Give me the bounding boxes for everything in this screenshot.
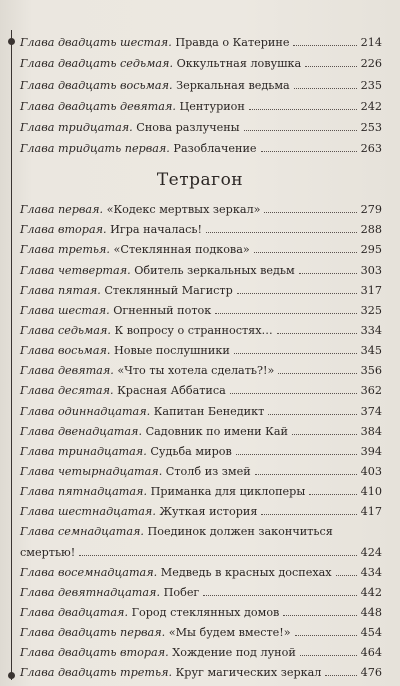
dot-leader (305, 66, 356, 67)
chapter-number: Глава двадцать шестая. (20, 36, 172, 50)
toc-entry (20, 438, 382, 458)
page-number: 454 (360, 626, 382, 640)
page-number: 384 (360, 424, 382, 438)
toc-entry-label (20, 525, 333, 538)
page-number: 448 (360, 605, 382, 619)
chapter-number: Глава шестнадцатая. (20, 505, 156, 519)
page-number: 403 (360, 464, 382, 478)
dot-leader (277, 333, 357, 334)
toc-entry-label (20, 284, 233, 297)
toc-entry-label (20, 223, 202, 236)
dot-leader (295, 635, 357, 636)
chapter-title: Новые послушники (110, 344, 230, 358)
toc-entry (20, 337, 382, 357)
page-number: 214 (360, 36, 382, 50)
toc-entry (20, 357, 382, 377)
page-number: 424 (360, 545, 382, 559)
page-number: 235 (360, 78, 382, 92)
toc-entry-label (20, 304, 211, 317)
chapter-title: Игра началась! (106, 223, 202, 237)
page-number: 476 (360, 666, 382, 680)
dot-leader (237, 293, 357, 294)
dot-leader (261, 151, 357, 152)
toc-entry-label (20, 243, 250, 256)
chapter-number: Глава двадцать седьмая. (20, 57, 174, 71)
chapter-title: Побег (160, 585, 200, 599)
dot-leader (300, 655, 357, 656)
dot-leader (234, 353, 357, 354)
chapter-title: Поединок должен закончиться (143, 525, 333, 539)
toc-entry-label (20, 626, 291, 639)
toc-entry (20, 196, 382, 216)
page-number: 242 (360, 99, 382, 113)
toc-list-previous-part (20, 28, 382, 155)
page-number: 263 (360, 142, 382, 156)
dot-leader (254, 252, 357, 253)
dot-leader (292, 434, 357, 435)
dot-leader (244, 130, 357, 131)
chapter-number: Глава одиннадцатая. (20, 404, 151, 418)
dot-leader (215, 313, 356, 314)
chapter-number: Глава тридцатая. (20, 120, 133, 134)
chapter-title: Столб из змей (162, 464, 251, 478)
chapter-title: Огненный поток (109, 303, 212, 317)
toc-entry (20, 377, 382, 397)
toc-entry-label (20, 364, 274, 377)
page-number: 345 (360, 344, 382, 358)
chapter-number: Глава двадцать девятая. (20, 99, 176, 113)
chapter-title: Капитан Бенедикт (150, 404, 265, 418)
page-number: 295 (360, 243, 382, 257)
chapter-title: Жуткая история (155, 505, 258, 519)
page-number: 394 (360, 444, 382, 458)
chapter-title: Зеркальная ведьма (172, 78, 290, 92)
chapter-number: Глава двенадцатая. (20, 424, 143, 438)
chapter-number: Глава вторая. (20, 223, 107, 237)
page-number: 417 (360, 505, 382, 519)
chapter-title: Хождение под луной (168, 646, 296, 660)
chapter-title: Судьба миров (146, 444, 232, 458)
toc-entry-label (20, 405, 264, 418)
chapter-title: Стеклянный Магистр (100, 283, 233, 297)
page-number: 334 (360, 323, 382, 337)
toc-entry-label (20, 100, 245, 113)
chapter-title: К вопросу о странностях… (110, 323, 273, 337)
toc-entry (20, 599, 382, 619)
chapter-title: «Кодекс мертвых зеркал» (103, 203, 261, 217)
chapter-number: Глава тридцать первая. (20, 142, 170, 156)
dot-leader (325, 675, 356, 676)
page-number: 288 (360, 223, 382, 237)
chapter-number: Глава шестая. (20, 303, 110, 317)
toc-entry (20, 538, 382, 558)
dot-leader (236, 454, 357, 455)
dot-leader (309, 494, 356, 495)
dot-leader (278, 373, 356, 374)
margin-dot (8, 38, 15, 45)
dot-leader (206, 232, 357, 233)
page-number: 279 (360, 203, 382, 217)
toc-entry-label (20, 121, 240, 134)
toc-entry (20, 236, 382, 256)
toc-entry-label (20, 606, 279, 619)
toc-entry (20, 92, 382, 113)
toc-entry-label (20, 546, 75, 559)
toc-list-tetragon (20, 196, 382, 679)
chapter-number: Глава восемнадцатая. (20, 565, 158, 579)
toc-entry-label (20, 646, 296, 659)
toc-entry (20, 458, 382, 478)
chapter-title: «Что ты хотела сделать?!» (113, 364, 275, 378)
toc-entry (20, 659, 382, 679)
page-number: 442 (360, 585, 382, 599)
dot-leader (294, 88, 357, 89)
chapter-number: Глава пятая. (20, 283, 101, 297)
toc-entry-label (20, 566, 332, 579)
section-title: Тетрагон (156, 170, 244, 190)
toc-entry-label (20, 57, 301, 70)
page-number: 303 (360, 263, 382, 277)
chapter-number: Глава тринадцатая. (20, 444, 147, 458)
toc-entry-label (20, 505, 257, 518)
dot-leader (79, 555, 356, 556)
chapter-title: Правда о Катерине (171, 36, 290, 50)
chapter-number: Глава третья. (20, 243, 110, 257)
dot-leader (255, 474, 357, 475)
toc-entry (20, 559, 382, 579)
chapter-number: Глава двадцать первая. (20, 626, 166, 640)
toc-entry (20, 639, 382, 659)
page-number: 410 (360, 485, 382, 499)
toc-entry-label (20, 344, 230, 357)
chapter-title: «Стеклянная подкова» (110, 243, 250, 257)
chapter-number: Глава двадцать третья. (20, 666, 173, 680)
page-number: 253 (360, 120, 382, 134)
page-number: 464 (360, 646, 382, 660)
toc-entry-label (20, 465, 251, 478)
chapter-title: смертью! (20, 545, 76, 559)
chapter-number: Глава семнадцатая. (20, 525, 144, 539)
chapter-number: Глава первая. (20, 203, 104, 217)
dot-leader (336, 575, 357, 576)
dot-leader (203, 595, 356, 596)
chapter-number: Глава десятая. (20, 384, 114, 398)
chapter-number: Глава девятнадцатая. (20, 585, 161, 599)
toc-entry-label (20, 264, 295, 277)
chapter-title: Город стеклянных домов (128, 605, 280, 619)
toc-entry-label (20, 79, 290, 92)
toc-entry (20, 49, 382, 70)
margin-dot (8, 672, 15, 679)
toc-entry (20, 113, 382, 134)
chapter-number: Глава пятнадцатая. (20, 485, 148, 499)
toc-entry-label (20, 425, 288, 438)
toc-entry (20, 297, 382, 317)
chapter-number: Глава двадцать восьмая. (20, 78, 173, 92)
chapter-number: Глава двадцатая. (20, 605, 129, 619)
dot-leader (268, 414, 356, 415)
toc-entry (20, 216, 382, 236)
chapter-number: Глава восьмая. (20, 344, 111, 358)
chapter-title: Разоблачение (169, 142, 257, 156)
toc-entry (20, 256, 382, 276)
toc-entry-label (20, 324, 273, 337)
chapter-title: Обитель зеркальных ведьм (130, 263, 295, 277)
toc-entry (20, 518, 382, 538)
dot-leader (299, 273, 357, 274)
toc-entry-label (20, 36, 289, 49)
page-number: 374 (360, 404, 382, 418)
chapter-number: Глава двадцать вторая. (20, 646, 169, 660)
toc-entry (20, 619, 382, 639)
toc-entry (20, 418, 382, 438)
chapter-title: «Мы будем вместе!» (165, 626, 291, 640)
toc-entry-label (20, 142, 257, 155)
page-number: 434 (360, 565, 382, 579)
toc-entry (20, 478, 382, 498)
toc-entry-label (20, 445, 232, 458)
dot-leader (283, 615, 356, 616)
chapter-title: Медведь в красных доспехах (157, 565, 332, 579)
toc-entry (20, 70, 382, 91)
toc-entry (20, 498, 382, 518)
toc-entry-label (20, 586, 199, 599)
dot-leader (249, 109, 357, 110)
toc-entry (20, 317, 382, 337)
page-number: 325 (360, 303, 382, 317)
chapter-title: Приманка для циклоперы (147, 485, 306, 499)
toc-entry (20, 277, 382, 297)
chapter-number: Глава четвертая. (20, 263, 131, 277)
chapter-title: Центурион (175, 99, 245, 113)
chapter-title: Садовник по имени Кай (142, 424, 288, 438)
toc-entry-label (20, 666, 321, 679)
page-number: 317 (360, 283, 382, 297)
dot-leader (293, 45, 356, 46)
toc-entry (20, 28, 382, 49)
chapter-title: Оккультная ловушка (173, 57, 302, 71)
dot-leader (264, 212, 356, 213)
chapter-title: Красная Аббатиса (113, 384, 226, 398)
toc-entry-label (20, 203, 260, 216)
margin-rule (11, 30, 12, 680)
page-number: 226 (360, 57, 382, 71)
dot-leader (230, 393, 357, 394)
page-number: 362 (360, 384, 382, 398)
chapter-number: Глава четырнадцатая. (20, 464, 163, 478)
chapter-title: Снова разлучены (132, 120, 240, 134)
toc-entry-label (20, 485, 305, 498)
chapter-number: Глава девятая. (20, 364, 114, 378)
page-number: 356 (360, 364, 382, 378)
toc-entry-label (20, 384, 226, 397)
toc-entry (20, 579, 382, 599)
toc-entry (20, 397, 382, 417)
chapter-number: Глава седьмая. (20, 323, 111, 337)
dot-leader (261, 514, 356, 515)
chapter-title: Круг магических зеркал (172, 666, 322, 680)
toc-entry (20, 134, 382, 155)
